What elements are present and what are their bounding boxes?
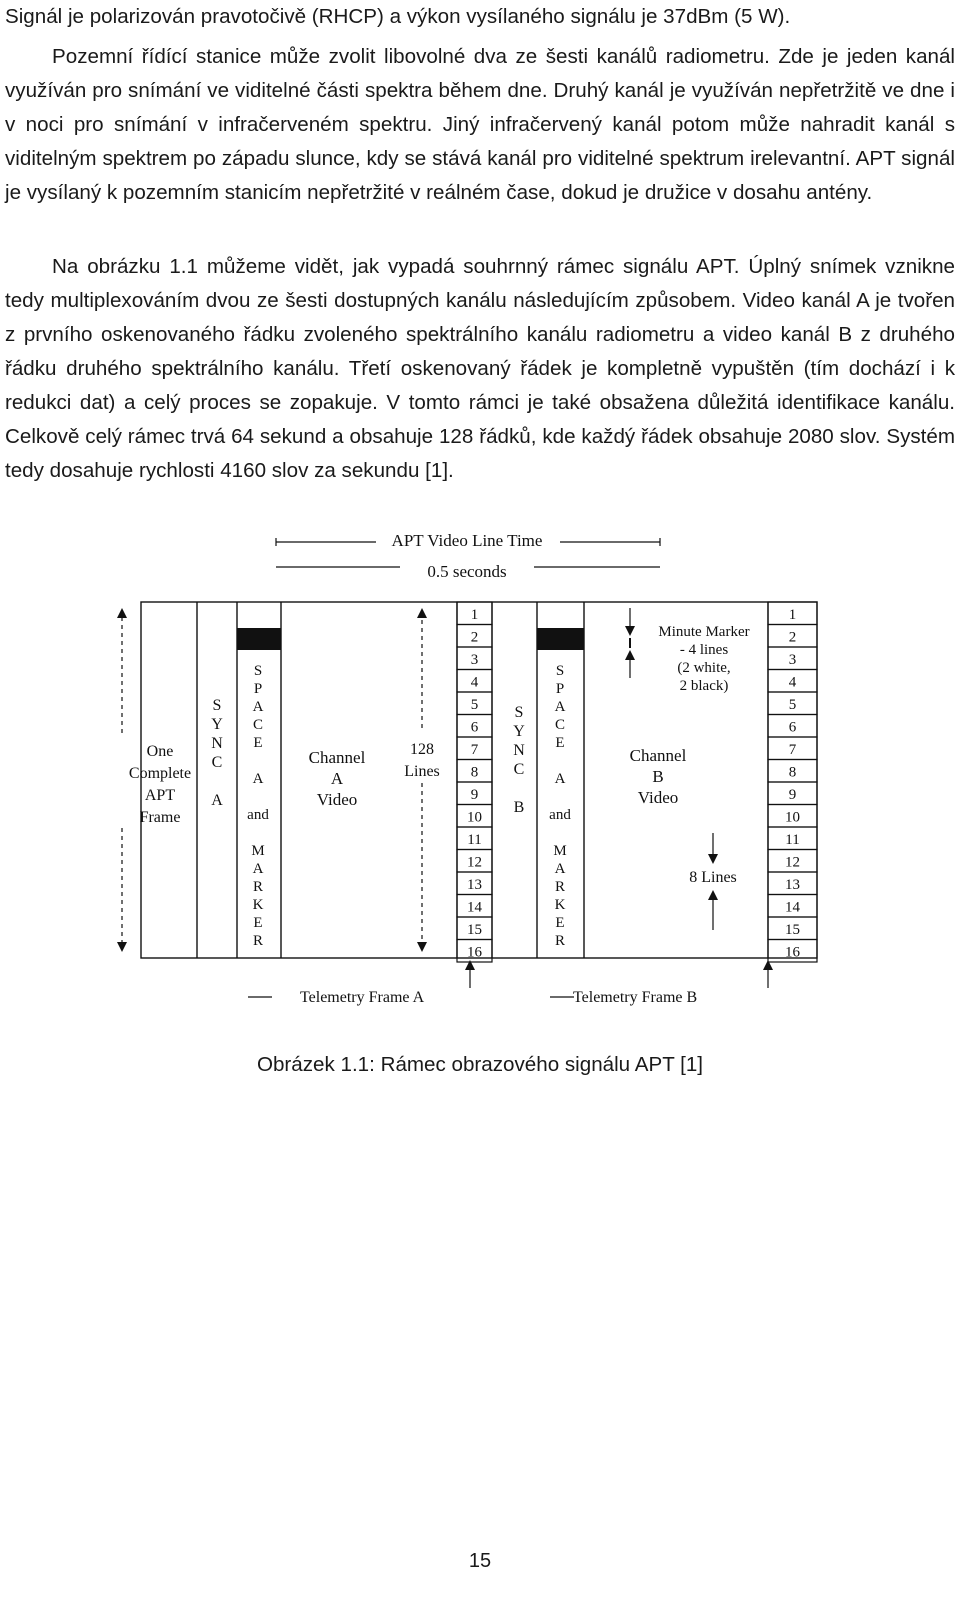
telemetry-wedge-number: 5 xyxy=(788,697,797,713)
channel-a-word: Video xyxy=(316,790,358,809)
telemetry-wedge-number: 1 xyxy=(470,607,479,623)
space-b-letter: A xyxy=(554,861,566,877)
telemetry-wedge-number: 14 xyxy=(785,899,800,916)
one-complete-frame-word: One xyxy=(146,743,174,760)
space-b-letter: S xyxy=(555,663,565,679)
one-complete-frame-word: Frame xyxy=(139,809,181,826)
telemetry-wedge-number: 16 xyxy=(785,944,800,961)
channel-a-word: A xyxy=(330,769,344,788)
sync-a-letter: A xyxy=(211,792,223,809)
sync-a-letter: Y xyxy=(211,716,223,733)
telemetry-wedge-number: 3 xyxy=(470,652,479,668)
channel-b-word: Channel xyxy=(629,746,687,765)
telemetry-frame-b-label: Telemetry Frame B xyxy=(573,989,698,1006)
space-a-letter: S xyxy=(253,663,263,679)
telemetry-wedge-number: 9 xyxy=(470,787,479,803)
space-b-letter: E xyxy=(555,735,565,751)
space-b-letter: R xyxy=(554,933,566,949)
space-a-letter: R xyxy=(252,879,264,895)
telemetry-wedge-number: 4 xyxy=(470,674,479,691)
space-a-letter: C xyxy=(252,717,264,733)
one-complete-frame-word: Complete xyxy=(128,765,192,782)
telemetry-wedge-number: 16 xyxy=(467,944,482,961)
paragraph-1: Signál je polarizován pravotočivě (RHCP) a výkon vysílaného signálu je 37dBm (5 W). xyxy=(5,5,791,28)
space-a-marker-label xyxy=(247,663,269,949)
space-b-letter: A xyxy=(554,771,566,787)
telemetry-wedge-number: 3 xyxy=(788,652,797,668)
paragraph-3: Na obrázku 1.1 můžeme vidět, jak vypadá souhrnný rámec signálu APT. Úplný snímek vznikne tedy multiplexováním dvou ze šesti dostupných kanálu následujícím způsobem. Video kanál A je tvořen z prvního oskenovaného řádku zvoleného spektrálního kanálu radiometru a video kanál B z druhého řádku druhého spektrálního kanálu. Třetí oskenovaný řádek je kompletně vypuštěn (tím dochází i k redukci dat) a celý proces se zopakuje. V tomto rámci je také obsažena důležitá identifikace kanálu. Celkově celý rámec trvá 64 sekund a obsahuje 128 řádků, kde každý řádek obsahuje 2080 slov. Systém tedy dosahuje rychlosti 4160 slov za sekundu [1]. xyxy=(5,255,955,482)
channel-b-word: Video xyxy=(637,788,679,807)
space-a-letter: E xyxy=(253,915,263,931)
apt-frame-diagram xyxy=(100,518,860,1018)
space-b-marker-label xyxy=(549,663,571,949)
lines-128-arrow xyxy=(404,610,440,950)
telemetry-frame-a-label: Telemetry Frame A xyxy=(300,989,425,1006)
one-complete-frame-word: APT xyxy=(144,787,176,804)
sync-b-letter: B xyxy=(513,799,525,816)
minute-marker-line: - 4 lines xyxy=(679,642,729,658)
telemetry-frame-a-ladder xyxy=(457,602,492,962)
space-b-letter: P xyxy=(555,681,565,697)
space-b-letter: E xyxy=(555,915,565,931)
telemetry-wedge-number: 13 xyxy=(785,877,800,893)
telemetry-wedge-number: 6 xyxy=(470,719,479,736)
telemetry-frame-b-ladder xyxy=(768,602,817,962)
figure-caption: Obrázek 1.1: Rámec obrazového signálu APT [1] xyxy=(256,1053,704,1076)
sync-b-label xyxy=(513,704,525,816)
space-b-letter: C xyxy=(554,717,566,733)
space-a-letter: A xyxy=(252,861,264,877)
space-b-letter: and xyxy=(549,807,571,823)
minute-marker-line: (2 white, xyxy=(677,660,731,676)
telemetry-wedge-number: 2 xyxy=(788,629,797,646)
telemetry-wedge-number: 2 xyxy=(470,629,479,646)
space-b-letter: A xyxy=(554,699,566,715)
space-b-black-block xyxy=(537,628,584,650)
figure-title-line1: APT Video Line Time xyxy=(391,531,543,550)
space-b-letter: K xyxy=(554,897,566,913)
space-a-letter: A xyxy=(252,699,264,715)
telemetry-wedge-number: 8 xyxy=(788,764,797,781)
sync-b-letter: C xyxy=(513,761,525,778)
lines-128-label: Lines xyxy=(404,763,440,780)
space-a-letter: R xyxy=(252,933,264,949)
telemetry-wedge-number: 7 xyxy=(788,742,797,758)
lines-128-number: 128 xyxy=(410,741,434,758)
telemetry-wedge-number: 11 xyxy=(467,832,482,848)
telemetry-wedge-number: 11 xyxy=(785,832,800,848)
sync-a-label xyxy=(211,697,223,809)
paragraph-2: Pozemní řídící stanice může zvolit libovolné dva ze šesti kanálů radiometru. Zde je jeden kanál využíván pro snímání ve viditelné části spektra během dne. Druhý kanál je využíván nepřetržitě ve dne i v noci pro snímání v infračerveném spektru. Jiný infračervený kanál potom může nahradit kanál s viditelným spektrem po západu slunce, kdy se stává kanál pro viditelné spektrum irelevantní. APT signál je vysílaný k pozemním stanicím nepřetržité v reálném čase, dokud je družice v dosahu antény. xyxy=(5,45,955,204)
eight-lines-label: 8 Lines xyxy=(689,869,737,886)
telemetry-wedge-number: 12 xyxy=(785,854,800,871)
telemetry-wedge-number: 9 xyxy=(788,787,797,803)
minute-marker-label xyxy=(658,624,749,694)
one-complete-frame-label xyxy=(129,743,191,826)
sync-b-letter: S xyxy=(514,704,524,721)
space-a-letter: M xyxy=(251,843,265,859)
channel-b-video-label xyxy=(630,746,687,807)
space-a-letter: P xyxy=(253,681,263,697)
telemetry-wedge-number: 14 xyxy=(467,899,482,916)
sync-b-letter: N xyxy=(513,742,525,759)
minute-marker-line: 2 black) xyxy=(679,678,729,694)
telemetry-wedge-number: 7 xyxy=(470,742,479,758)
space-a-letter: E xyxy=(253,735,263,751)
space-a-black-block xyxy=(237,628,281,650)
space-b-letter: M xyxy=(553,843,567,859)
one-complete-frame-arrow xyxy=(122,610,191,950)
telemetry-wedge-number: 1 xyxy=(788,607,797,623)
sync-a-letter: C xyxy=(211,754,223,771)
sync-b-letter: Y xyxy=(513,723,525,740)
page-number: 15 xyxy=(468,1550,492,1572)
space-a-letter: K xyxy=(252,897,264,913)
channel-b-word: B xyxy=(652,767,664,786)
minute-marker-line: Minute Marker xyxy=(658,624,750,640)
telemetry-wedge-number: 15 xyxy=(467,922,482,938)
channel-a-video-label xyxy=(309,748,366,809)
space-a-letter: and xyxy=(247,807,269,823)
space-a-letter: A xyxy=(252,771,264,787)
sync-a-letter: N xyxy=(211,735,223,752)
space-b-letter: R xyxy=(554,879,566,895)
telemetry-wedge-number: 12 xyxy=(467,854,482,871)
figure-title-line2: 0.5 seconds xyxy=(427,562,507,581)
channel-a-word: Channel xyxy=(308,748,366,767)
telemetry-wedge-number: 15 xyxy=(785,922,800,938)
telemetry-wedge-number: 6 xyxy=(788,719,797,736)
telemetry-wedge-number: 10 xyxy=(785,809,800,826)
telemetry-wedge-number: 8 xyxy=(470,764,479,781)
sync-a-letter: S xyxy=(212,697,222,714)
telemetry-wedge-number: 10 xyxy=(467,809,482,826)
telemetry-wedge-number: 5 xyxy=(470,697,479,713)
telemetry-wedge-number: 4 xyxy=(788,674,797,691)
telemetry-wedge-number: 13 xyxy=(467,877,482,893)
